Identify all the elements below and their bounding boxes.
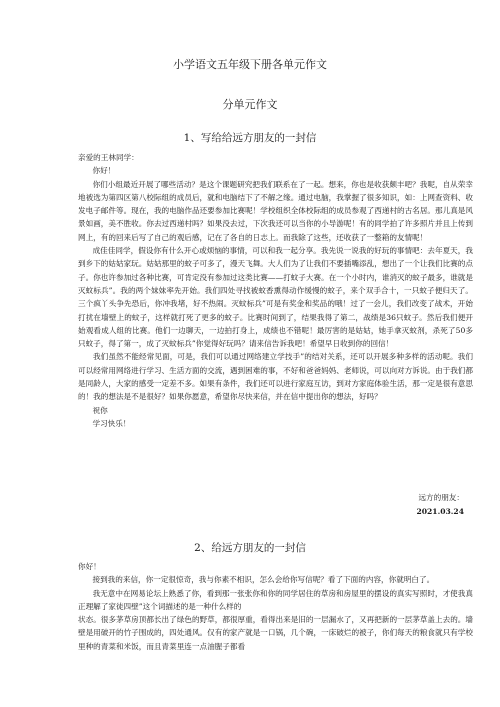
section-heading: 分单元作文 xyxy=(222,98,278,111)
essay-1-title: 1、写给给远方朋友的一封信 xyxy=(183,132,317,144)
essay-1-date: 2021.03.24 xyxy=(416,507,464,516)
document-title: 小学语文五年级下册各单元作文 xyxy=(173,58,327,71)
essay-2-title: 2、给远方朋友的一封信 xyxy=(194,542,306,554)
essay-1-signature: 远方的朋友： xyxy=(418,493,464,502)
essay-1-body: 亲爱的王林同学： 你好！ 你们小组最近开展了哪些活动？是这个课题研究把我们联系在了一起。想来，你也是收获颇丰吧？我呢，自从荣幸地被选为第四区第八校际组的成员后，就和电脑结下了不解之缘。通过电脑，我掌握了很多知识，如：上网查资料、收发电子邮件等。现在，我的电脑作品还要参加比赛呢！学校组织全体校际组的成员参观了西递村的古名居。那儿真是风景如画，美不胜收。你去过西递村吗？如果没去过，下次我还可以当你的小导游呢！有的同学拍了许多照片并且上传到网上，有的回来后写了自己的观后感，记在了各自的日志上。而我除了这些，还收获了一整箱的友情呢！ 成佳佳同学，假设你有什么开心或烦恼的事情，可以和我一起分享。我先说一说我的好玩的事情吧：去年夏天，我到乡下的姑姑家玩。姑姑那里的蚊子可多了，漫天飞舞。大人们为了让我们不要插嘴添乱，想出了一个让我们比赛的点子。你也许参加过各种比赛，可肯定没有参加过这类比赛——打蚊子大赛。在一个小时内，谁消灭的蚊子最多，谁就是灭蚊标兵”。我的两个妹妹率先开始。我们四处寻找被蚊香熏得动作缓慢的蚊子，来个双手合十，一只蚊子便归天了。三个疯丫头争先恐后，你冲我堵，好不热闹。灭蚊标兵”可是有奖金和奖品的哦！过了一会儿，我们改变了战术，开始打扰在墙壁上的蚊子，这样就打死了更多的蚊子。比赛时间到了，结果我得了第二，战绩是36只蚊子。然后我们便开始观看成人组的比赛。他们一边聊天，一边拍打身上，成绩也不错呢！最厉害的是姑姑，她手拿灭蚊剂，杀死了50多只蚊子，得了第一，成了灭蚊标兵”你觉得好玩吗？请来信告诉我吧！希望早日收到你的回信！ 我们虽然不能经常见面，可是，我们可以通过网络建立学技手”的结对关系，还可以开展多种多样的活动呢。我们可以经常用网络进行学习、生活方面的交流，遇到困难的事，不好和爸爸妈妈、老师说，可以向对方诉说。由于我们都是同龄人，大家的感受一定差不多。如果有条件，我们还可以进行家庭互访，到对方家庭体验生活，那一定是很有意思的！我的想法是不是很好？如果你愿意，希望你尽快来信，并在信中提出你的想法，好吗？ 祝你 学习快乐！ xyxy=(78,153,473,428)
essay-2-body: 你好！ 接到我的来信，你一定很惊奇，我与你素不相识，怎么会给你写信呢？看了下面的内容，你就明白了。 我无意中在网易论坛上熟悉了你，看到那一张张你和你的同学居住的草房和房屋里的摆设的真实写照时，才使我真正理解了家徒四壁”这个词描述的是一种什么样的 状态。很多茅草房顶都长出了绿色的野草，都很厚重，看得出来是旧的一层漏水了，又再把新的一层茅草盖上去的。墙壁是用破开的竹子围成的，四处通风。仅有的家产就是一口锅，几个碗，一床破烂的被子，你们每天的粮食就只有学校里种的青菜和米饭，而且青菜里连一点油腥子都看 xyxy=(78,562,473,651)
